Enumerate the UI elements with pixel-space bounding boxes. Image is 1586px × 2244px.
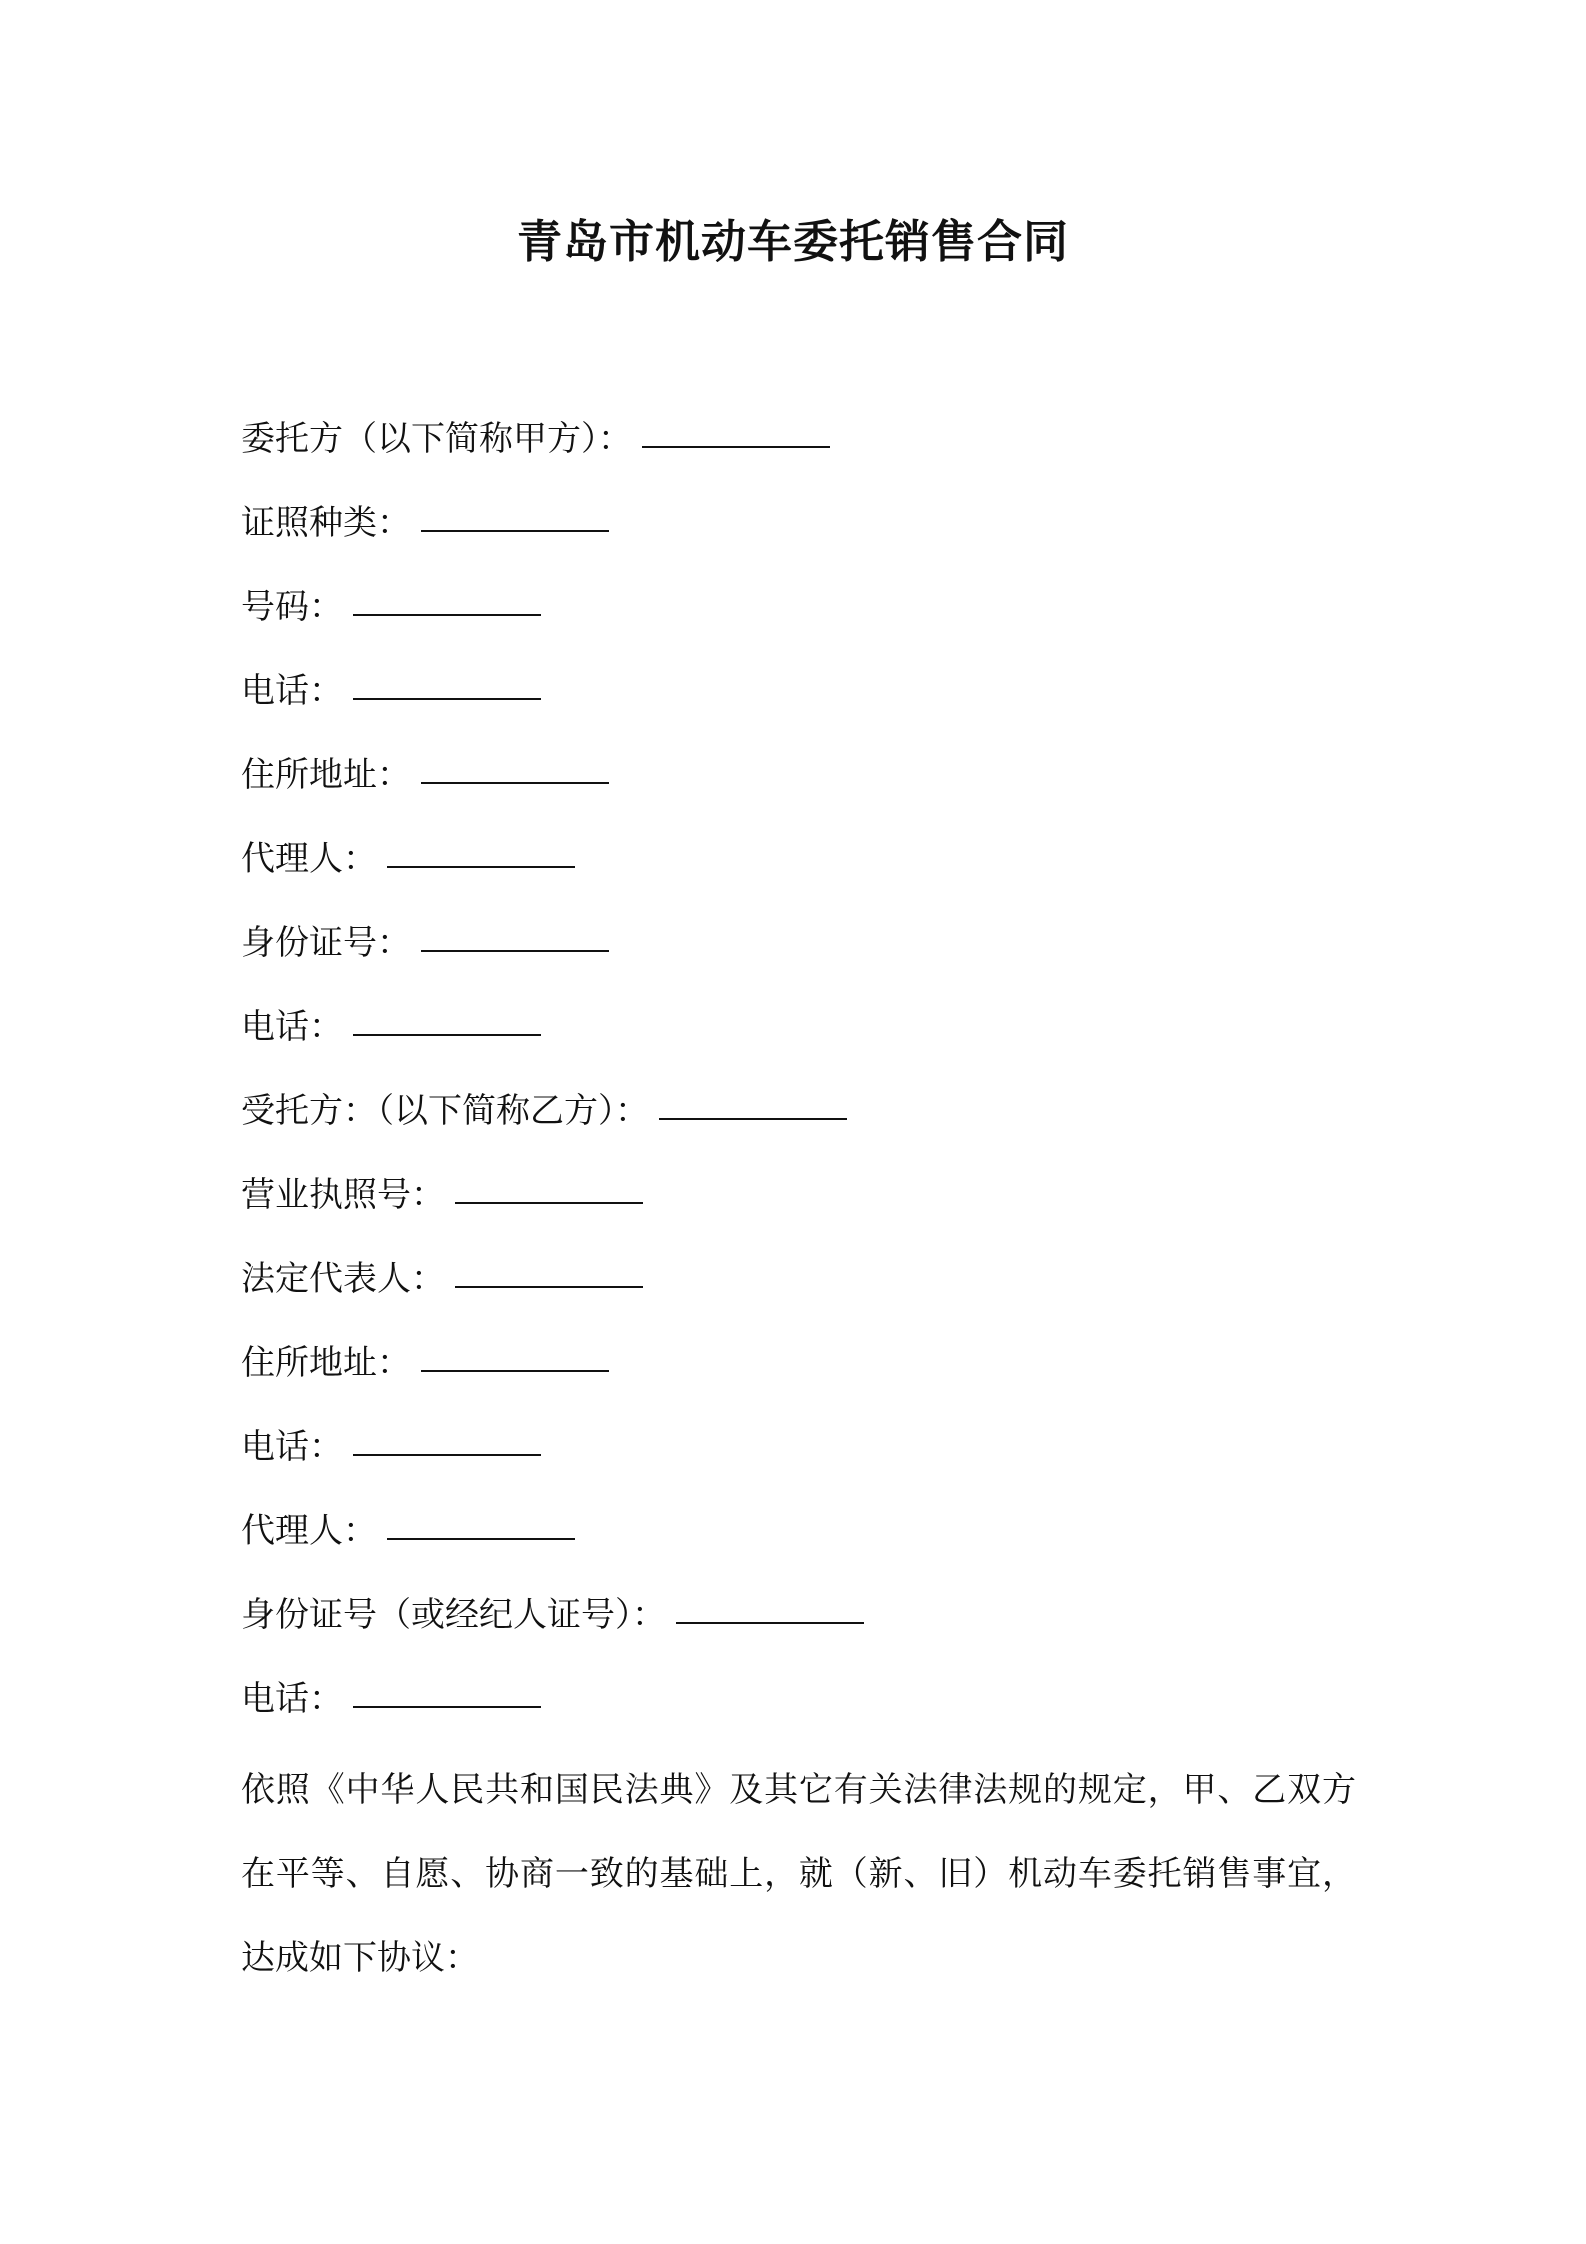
fill-in-blank[interactable]	[353, 1666, 541, 1708]
fill-in-blank[interactable]	[421, 742, 609, 784]
fill-in-blank[interactable]	[642, 406, 830, 448]
field-trustee	[241, 1078, 1361, 1162]
field-phone	[241, 1414, 1361, 1498]
field-label: 受托方：（以下简称乙方）：	[241, 1091, 649, 1131]
field-certificate-type	[241, 490, 1361, 574]
field-label: 代理人：	[241, 839, 377, 879]
fill-in-blank[interactable]	[387, 1498, 575, 1540]
field-label: 住所地址：	[241, 1343, 411, 1383]
field-label: 住所地址：	[241, 755, 411, 795]
field-id-or-broker-number	[241, 1582, 1361, 1666]
field-label: 代理人：	[241, 1511, 377, 1551]
field-label: 电话：	[241, 1679, 343, 1719]
agreement-paragraph: 依照《中华人民共和国民法典》及其它有关法律法规的规定，甲、乙双方在平等、自愿、协商一致的基础上，就（新、旧）机动车委托销售事宜，达成如下协议：	[241, 1770, 1356, 1978]
fill-in-blank[interactable]	[676, 1582, 864, 1624]
fill-in-blank[interactable]	[353, 574, 541, 616]
field-label: 证照种类：	[241, 503, 411, 543]
field-id-number	[241, 910, 1361, 994]
field-number	[241, 574, 1361, 658]
fill-in-blank[interactable]	[353, 658, 541, 700]
fill-in-blank[interactable]	[421, 490, 609, 532]
fill-in-blank[interactable]	[421, 1330, 609, 1372]
field-address	[241, 742, 1361, 826]
field-agent	[241, 826, 1361, 910]
field-label: 身份证号（或经纪人证号）：	[241, 1595, 666, 1635]
field-principal	[241, 406, 1361, 490]
field-label: 电话：	[241, 671, 343, 711]
fill-in-blank[interactable]	[455, 1246, 643, 1288]
fill-in-blank[interactable]	[353, 994, 541, 1036]
field-agent	[241, 1498, 1361, 1582]
party-info-fields	[241, 406, 1361, 1750]
fill-in-blank[interactable]	[387, 826, 575, 868]
field-label: 营业执照号：	[241, 1175, 445, 1215]
field-phone	[241, 1666, 1361, 1750]
field-label: 电话：	[241, 1007, 343, 1047]
fill-in-blank[interactable]	[353, 1414, 541, 1456]
field-label: 电话：	[241, 1427, 343, 1467]
field-phone	[241, 994, 1361, 1078]
field-label: 委托方（以下简称甲方）：	[241, 419, 632, 459]
field-legal-representative	[241, 1246, 1361, 1330]
document-title: 青岛市机动车委托销售合同	[516, 215, 1069, 268]
fill-in-blank[interactable]	[421, 910, 609, 952]
field-address	[241, 1330, 1361, 1414]
field-label: 号码：	[241, 587, 343, 627]
fill-in-blank[interactable]	[659, 1078, 847, 1120]
fill-in-blank[interactable]	[455, 1162, 643, 1204]
field-phone	[241, 658, 1361, 742]
field-label: 身份证号：	[241, 923, 411, 963]
field-label: 法定代表人：	[241, 1259, 445, 1299]
field-business-license	[241, 1162, 1361, 1246]
